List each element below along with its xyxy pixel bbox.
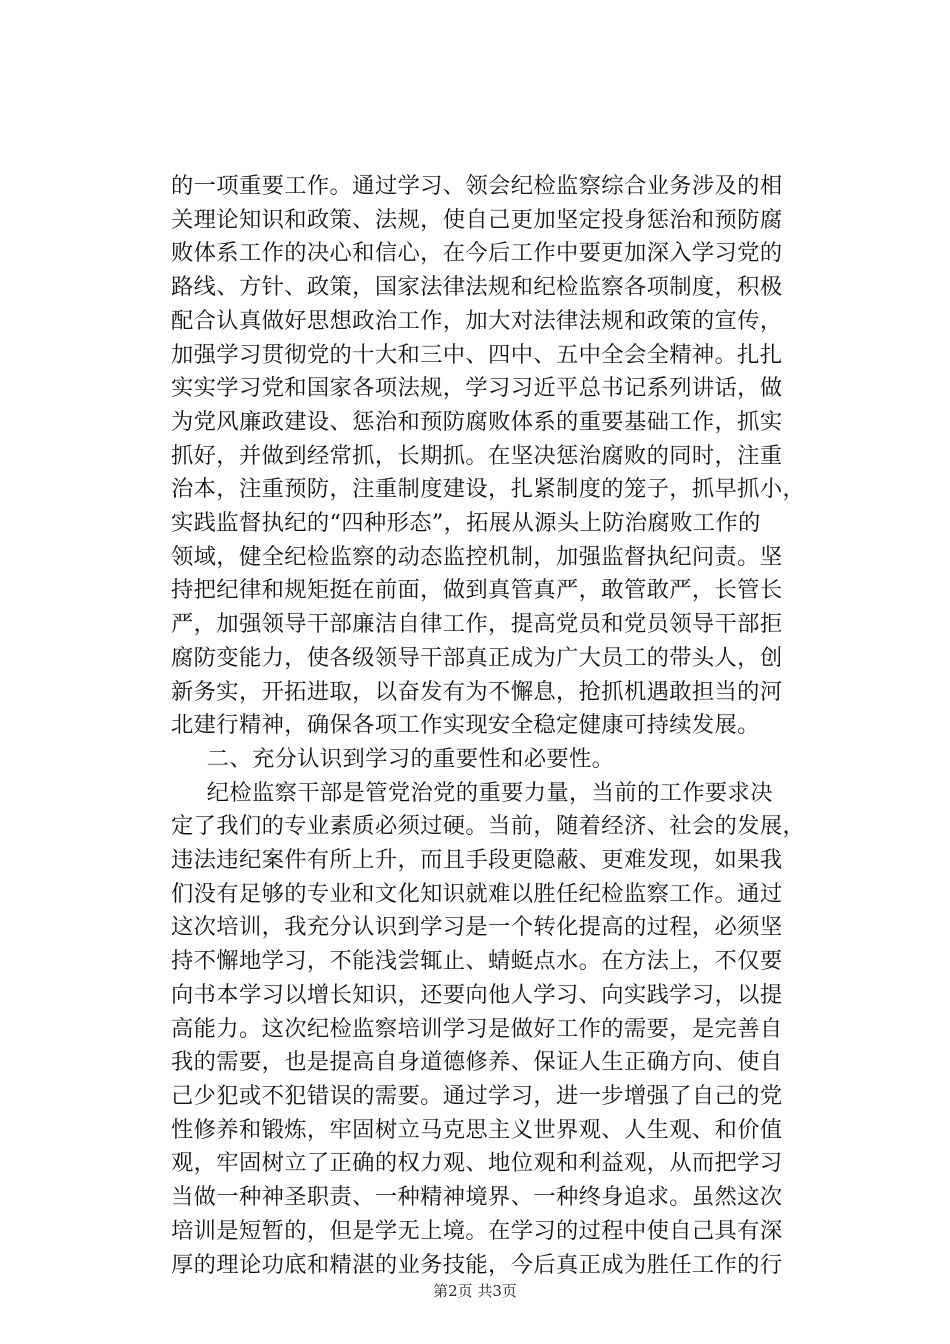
text-line: 观，牢固树立了正确的权力观、地位观和利益观，从而把学习 — [171, 1150, 783, 1177]
text-line: 配合认真做好思想政治工作，加大对法律法规和政策的宣传， — [171, 307, 783, 334]
text-line: 腐防变能力，使各级领导干部真正成为广大员工的带头人，创 — [171, 644, 783, 671]
text-line: 加强学习贯彻党的十大和三中、四中、五中全会全精神。扎扎 — [171, 341, 783, 368]
text-line: 路线、方针、政策，国家法律法规和纪检监察各项制度，积极 — [171, 274, 783, 301]
text-line: 我的需要，也是提高自身道德修养、保证人生正确方向、使自 — [171, 1049, 783, 1076]
text-line: 持不懈地学习，不能浅尝辄止、蜻蜓点水。在方法上，不仅要 — [171, 948, 783, 975]
text-line: 高能力。这次纪检监察培训学习是做好工作的需要，是完善自 — [171, 1015, 783, 1042]
page-footer — [0, 1281, 950, 1301]
text-line: 为党风廉政建设、惩治和预防腐败体系的重要基础工作，抓实 — [171, 408, 783, 435]
text-line: 厚的理论功底和精湛的业务技能，今后真正成为胜任工作的行 — [171, 1251, 783, 1278]
text-line: 严，加强领导干部廉洁自律工作，提高党员和党员领导干部拒 — [171, 611, 783, 638]
text-line: 实实学习党和国家各项法规，学习习近平总书记系列讲话，做 — [171, 375, 783, 402]
text-line: 违法违纪案件有所上升，而且手段更隐蔽、更难发现，如果我 — [171, 847, 783, 874]
text-line: 己少犯或不犯错误的需要。通过学习，进一步增强了自己的党 — [171, 1082, 783, 1109]
text-line: 新务实，开拓进取，以奋发有为不懈息，抢抓机遇敢担当的河 — [171, 678, 783, 705]
text-line: 治本，注重预防，注重制度建设，扎紧制度的笼子，抓早抓小， — [171, 476, 806, 503]
text-line: 领域，健全纪检监察的动态监控机制，加强监督执纪问责。坚 — [171, 543, 783, 570]
text-line: 抓好，并做到经常抓，长期抓。在坚决惩治腐败的同时，注重 — [171, 442, 783, 469]
paragraph-first-line: 纪检监察干部是管党治党的重要力量，当前的工作要求决 — [206, 779, 773, 806]
section-heading: 二、充分认识到学习的重要性和必要性。 — [206, 745, 615, 772]
text-line: 实践监督执纪的“四种形态”，拓展从源头上防治腐败工作的 — [171, 510, 761, 537]
text-line: 们没有足够的专业和文化知识就难以胜任纪检监察工作。通过 — [171, 880, 783, 907]
text-line: 北建行精神，确保各项工作实现安全稳定健康可持续发展。 — [171, 712, 760, 739]
text-line: 性修养和锻炼，牢固树立马克思主义世界观、人生观、和价值 — [171, 1116, 783, 1143]
text-line: 这次培训，我充分认识到学习是一个转化提高的过程，必须坚 — [171, 914, 783, 941]
document-body — [171, 170, 831, 1282]
text-line: 败体系工作的决心和信心，在今后工作中要更加深入学习党的 — [171, 240, 783, 267]
text-line: 当做一种神圣职责、一种精神境界、一种终身追求。虽然这次 — [171, 1184, 783, 1211]
page-number: 第2页 共3页 — [433, 1282, 517, 1300]
text-line: 关理论知识和政策、法规，使自己更加坚定投身惩治和预防腐 — [171, 206, 783, 233]
text-line: 培训是短暂的，但是学无上境。在学习的过程中使自己具有深 — [171, 1217, 783, 1244]
text-line: 向书本学习以增长知识，还要向他人学习、向实践学习，以提 — [171, 981, 783, 1008]
text-line: 持把纪律和规矩挺在前面，做到真管真严，敢管敢严，长管长 — [171, 577, 783, 604]
text-line: 定了我们的专业素质必须过硬。当前，随着经济、社会的发展， — [171, 813, 806, 840]
text-line: 的一项重要工作。通过学习、领会纪检监察综合业务涉及的相 — [171, 173, 783, 199]
